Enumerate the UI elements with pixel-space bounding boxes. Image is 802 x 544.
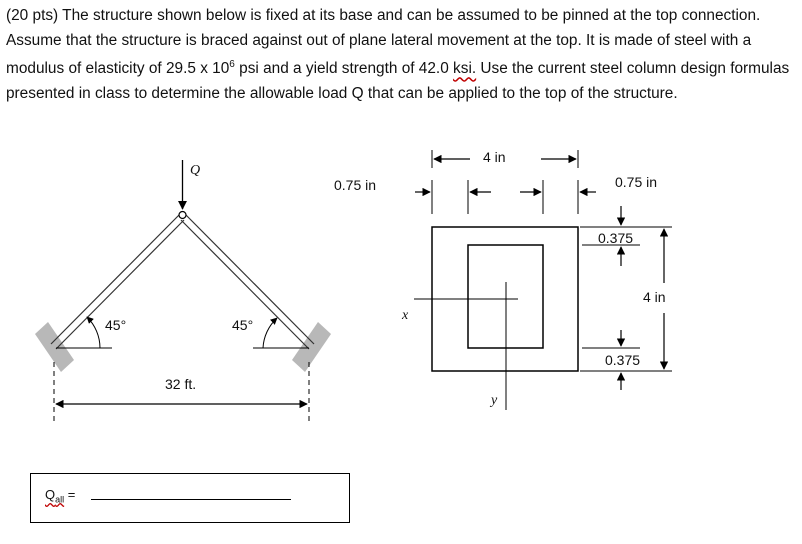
load-label: Q bbox=[190, 163, 201, 178]
answer-q: Q bbox=[45, 487, 56, 502]
cross-section bbox=[334, 149, 672, 410]
left-offset-label: 0.75 in bbox=[334, 177, 377, 193]
answer-blank[interactable] bbox=[91, 499, 291, 500]
height-label: 4 in bbox=[643, 289, 666, 305]
right-angle-label: 45° bbox=[232, 317, 254, 333]
problem-text-1: (20 pts) The structure shown below is fixed at its base and can be assumed to be pinned at the top connection. Assume that the structure is braced against out of plane lateral movement at the top. It is made of steel with a modulus of elasticity of 29.5 x 10 bbox=[6, 7, 761, 78]
answer-sub: all bbox=[55, 494, 65, 505]
right-offset-label: 0.75 in bbox=[615, 174, 658, 190]
y-axis-label: y bbox=[491, 393, 498, 408]
ksi-unit: ksi. bbox=[453, 60, 477, 78]
top-pin bbox=[179, 212, 186, 219]
top-thickness-label: 0.375 bbox=[598, 230, 634, 246]
frame-diagram bbox=[35, 160, 331, 422]
left-angle-arc bbox=[87, 317, 100, 348]
answer-equals: = bbox=[64, 487, 76, 502]
span-label: 32 ft. bbox=[165, 376, 197, 392]
answer-box bbox=[30, 473, 350, 523]
width-label: 4 in bbox=[483, 149, 506, 165]
problem-text-3: Use the current steel column design formulas presented in class to determine the allowable load Q that can be applied to the top of the structure. bbox=[6, 60, 790, 102]
exponent: 6 bbox=[229, 59, 235, 71]
answer-label bbox=[45, 487, 75, 505]
right-angle-arc bbox=[263, 318, 277, 348]
bottom-thickness-label: 0.375 bbox=[605, 352, 641, 368]
x-axis-label: x bbox=[402, 308, 409, 323]
problem-text-2: psi and a yield strength of 42.0 bbox=[234, 60, 454, 78]
right-support bbox=[292, 322, 331, 372]
left-angle-label: 45° bbox=[105, 317, 127, 333]
